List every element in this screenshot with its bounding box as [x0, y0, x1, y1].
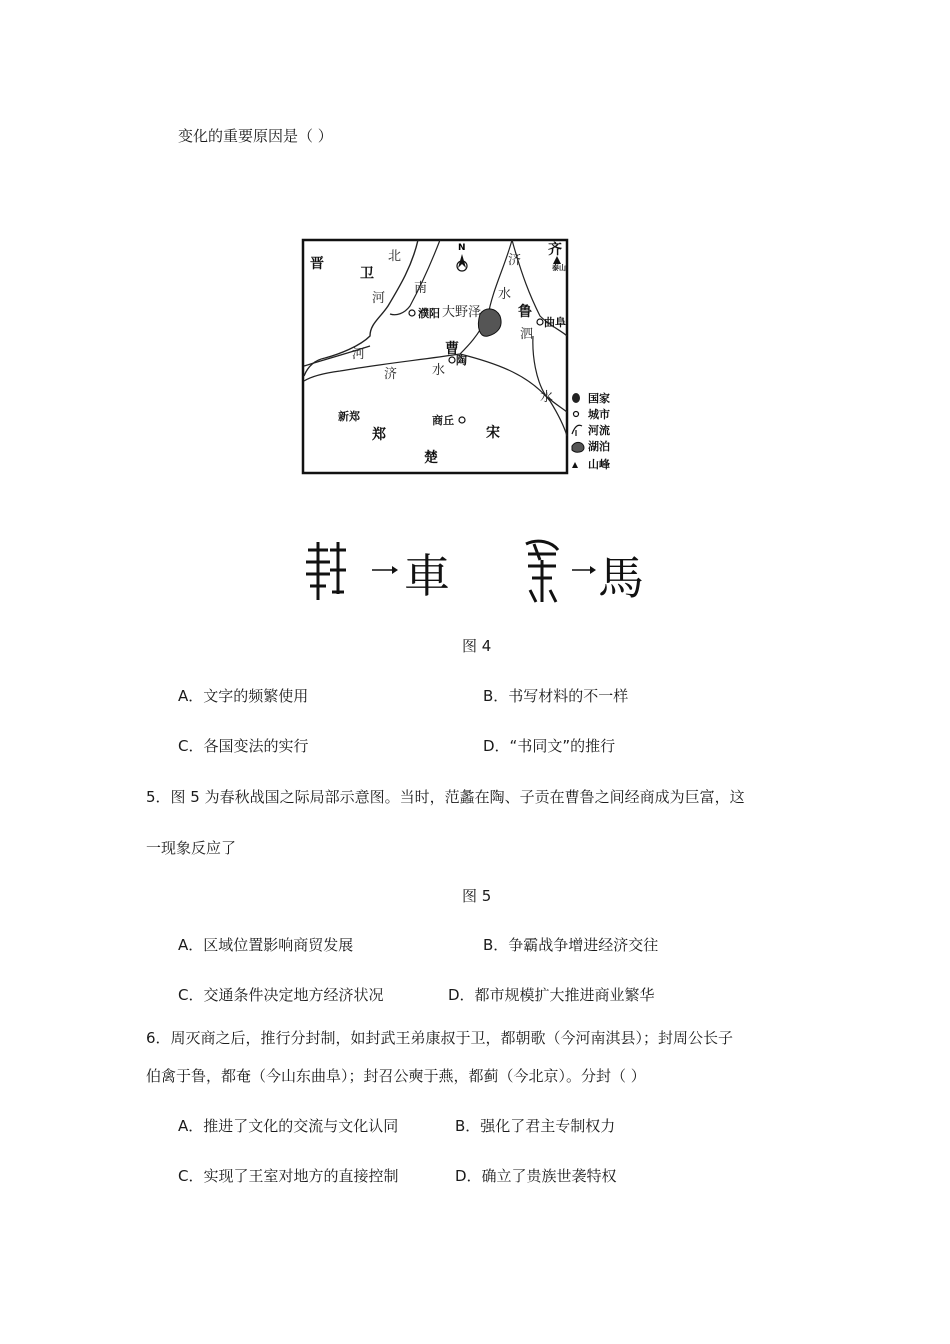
q5-stem-line2: 一现象反应了: [146, 839, 237, 857]
q5-option-d[interactable]: D．都市规模扩大推进商业繁华: [448, 986, 655, 1004]
q5-option-b[interactable]: B．争霸战争增进经济交往: [483, 936, 659, 954]
river-label-shui2: 水: [432, 363, 446, 378]
map-frame: [303, 240, 567, 473]
river-label-he1: 河: [372, 291, 386, 306]
legend-label-river: 河流: [588, 424, 610, 437]
ancient-ma-glyph: [526, 541, 558, 602]
map-legend: [572, 391, 610, 471]
state-zheng: 郑: [372, 427, 386, 443]
q6-stem-line2: 伯禽于鲁，都奄（今山东曲阜）；封召公奭于燕，都蓟（今北京）。分封（ ）: [146, 1067, 646, 1085]
river-label-nan: 南: [414, 281, 428, 296]
q4-option-a[interactable]: A．文字的频繁使用: [178, 687, 309, 705]
city-qufu: 曲阜: [544, 316, 566, 329]
state-chu: 楚: [424, 450, 438, 466]
legend-city-icon: [574, 412, 579, 417]
river-label-ji1: 济: [508, 253, 522, 268]
arrow-icon-1: [372, 566, 398, 574]
river-label-ji2: 济: [384, 367, 398, 382]
state-cao: 曹: [445, 341, 459, 357]
city-dot-puyang: [409, 310, 415, 316]
river-label-bei: 北: [388, 249, 402, 264]
north-label: N: [458, 243, 466, 253]
script-evolution-figure: [300, 530, 650, 610]
spring-autumn-map: [300, 236, 645, 481]
legend-river-icon: [572, 425, 582, 436]
arrow-icon-2: [572, 566, 596, 574]
q6-option-a[interactable]: A．推进了文化的交流与文化认同: [178, 1117, 399, 1135]
legend-mountain-icon: [572, 462, 578, 468]
q4-option-c[interactable]: C．各国变法的实行: [178, 737, 309, 755]
legend-label-lake: 湖泊: [588, 440, 610, 453]
legend-state-icon: [572, 393, 580, 403]
city-puyang: 濮阳: [418, 307, 440, 320]
q5-option-a[interactable]: A．区域位置影响商贸发展: [178, 936, 354, 954]
river-label-he2: 河: [352, 347, 366, 362]
mountain-taishan: 泰山: [552, 264, 566, 272]
figure4-caption: 图 4: [462, 637, 492, 655]
q5-option-c[interactable]: C．交通条件决定地方经济状况: [178, 986, 384, 1004]
river-label-si: 泗: [520, 327, 534, 342]
modern-ma: 馬: [598, 551, 644, 605]
city-dot-qufu: [537, 319, 543, 325]
city-tao: 陶: [456, 354, 467, 367]
state-wei: 卫: [360, 266, 374, 282]
figure5-caption: 图 5: [462, 887, 492, 905]
river-label-shui1: 水: [498, 287, 512, 302]
state-jin: 晋: [310, 256, 324, 272]
city-xinzheng: 新郑: [338, 410, 360, 423]
city-dot-tao: [449, 357, 455, 363]
q4-option-b[interactable]: B．书写材料的不一样: [483, 687, 629, 705]
legend-label-city: 城市: [588, 408, 610, 421]
state-qi: 齐: [548, 242, 562, 258]
q4-stem-tail: 变化的重要原因是（ ）: [178, 127, 333, 145]
legend-label-state: 国家: [588, 392, 610, 405]
q6-option-c[interactable]: C．实现了王室对地方的直接控制: [178, 1167, 399, 1185]
ancient-che-glyph: [306, 542, 346, 600]
q6-stem-line1: 6．周灭商之后，推行分封制，如封武王弟康叔于卫，都朝歌（今河南淇县）；封周公长子: [146, 1029, 734, 1047]
state-song: 宋: [486, 425, 500, 441]
lake-label: 大野泽: [442, 305, 482, 320]
legend-lake-icon: [572, 442, 584, 452]
state-lu: 鲁: [518, 304, 532, 320]
q5-stem-line1: 5．图 5 为春秋战国之际局部示意图。当时，范蠡在陶、子贡在曹鲁之间经商成为巨富，这: [146, 788, 745, 806]
city-dot-shangqiu: [459, 417, 465, 423]
modern-che: 車: [404, 549, 450, 603]
legend-label-mountain: 山峰: [588, 458, 610, 471]
city-shangqiu: 商丘: [432, 414, 454, 427]
q6-option-b[interactable]: B．强化了君主专制权力: [455, 1117, 616, 1135]
q6-option-d[interactable]: D．确立了贵族世袭特权: [455, 1167, 617, 1185]
river-label-shui3: 水: [540, 390, 554, 405]
q4-option-d[interactable]: D．“书同文”的推行: [483, 737, 616, 755]
